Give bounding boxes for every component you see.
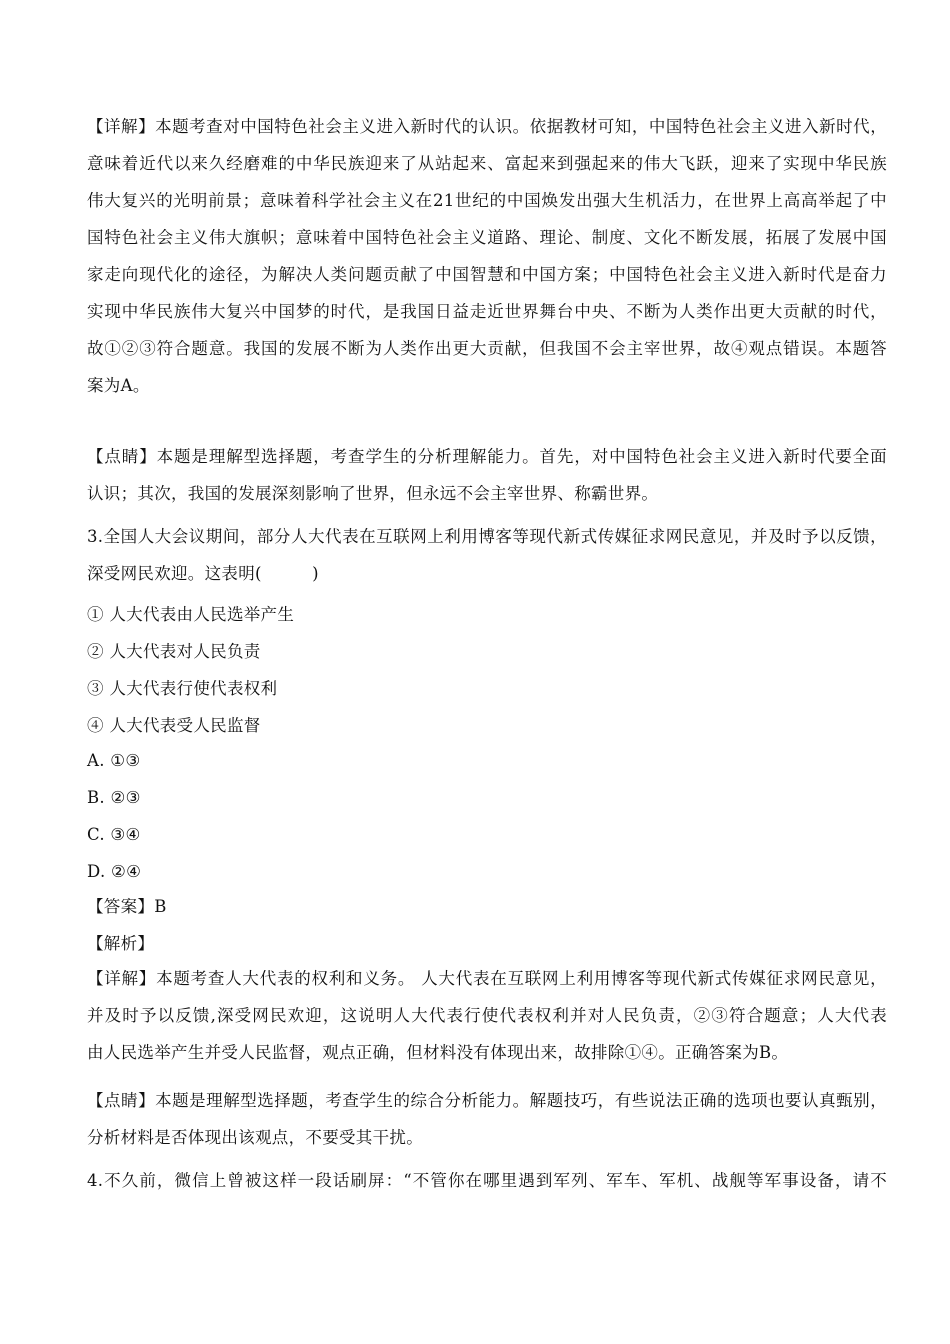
option-b: B. ②③ [87, 788, 141, 807]
question-3-statements [87, 596, 887, 744]
statement-item: ① 人大代表由人民选举产生 [87, 605, 295, 624]
text-line: 认识；其次，我国的发展深刻影响了世界，但永远不会主宰世界、称霸世界。 [87, 484, 659, 503]
question-3-stem [87, 518, 887, 592]
text-line: 【详解】本题考查人大代表的权利和义务。 人大代表在互联网上利用博客等现代新式传媒征求网民意见， [87, 969, 887, 988]
option-a: A. ①③ [87, 751, 141, 770]
text-line: 家走向现代化的途径，为解决人类问题贡献了中国智慧和中国方案；中国特色社会主义进入新时代是奋力 [87, 265, 887, 284]
text-line: 意味着近代以来久经磨难的中华民族迎来了从站起来、富起来到强起来的伟大飞跃，迎来了实现中华民族 [87, 154, 887, 173]
text-line: 【详解】本题考查对中国特色社会主义进入新时代的认识。依据教材可知，中国特色社会主义进入新时代， [87, 117, 887, 136]
tip-paragraph-q3 [87, 1082, 887, 1156]
text-line: 伟大复兴的光明前景；意味着科学社会主义在21世纪的中国焕发出强大生机活力，在世界上高高举起了中 [87, 191, 887, 210]
text-line: 深受网民欢迎。这表明( ) [87, 564, 319, 583]
detail-paragraph-q3 [87, 960, 887, 1071]
text-line: 并及时予以反馈,深受网民欢迎，这说明人大代表行使代表权利并对人民负责，②③符合题意；人大代表 [87, 1006, 887, 1025]
answer-label: 【答案】B [87, 897, 167, 916]
option-c: C. ③④ [87, 825, 141, 844]
text-line: 分析材料是否体现出该观点，不要受其干扰。 [87, 1128, 423, 1147]
detail-paragraph-q2 [87, 108, 887, 404]
text-line: 【点睛】本题是理解型选择题，考查学生的分析理解能力。首先，对中国特色社会主义进入新时代要全面 [87, 447, 887, 466]
text-line: 实现中华民族伟大复兴中国梦的时代，是我国日益走近世界舞台中央、不断为人类作出更大贡献的时代， [87, 302, 887, 321]
text-line: 4.不久前，微信上曾被这样一段话刷屏：“不管你在哪里遇到军列、军车、军机、战舰等军事设备，请不 [87, 1171, 887, 1190]
text-line: 【点睛】本题是理解型选择题，考查学生的综合分析能力。解题技巧，有些说法正确的选项也要认真甄别， [87, 1091, 887, 1110]
question-3-answer-block [87, 888, 887, 962]
text-line: 故①②③符合题意。我国的发展不断为人类作出更大贡献，但我国不会主宰世界，故④观点错误。本题答 [87, 339, 887, 358]
statement-item: ② 人大代表对人民负责 [87, 642, 261, 661]
text-line: 案为A。 [87, 376, 150, 395]
analysis-heading: 【解析】 [87, 934, 155, 953]
text-line: 3.全国人大会议期间，部分人大代表在互联网上利用博客等现代新式传媒征求网民意见，并及时予以反馈， [87, 527, 887, 546]
question-4-stem [87, 1162, 887, 1199]
text-line: 由人民选举产生并受人民监督，观点正确，但材料没有体现出来，故排除①④。正确答案为B。 [87, 1043, 789, 1062]
statement-item: ④ 人大代表受人民监督 [87, 716, 261, 735]
option-d: D. ②④ [87, 862, 142, 881]
question-3-options [87, 742, 887, 890]
statement-item: ③ 人大代表行使代表权利 [87, 679, 278, 698]
tip-paragraph-q2 [87, 438, 887, 512]
text-line: 国特色社会主义伟大旗帜；意味着中国特色社会主义道路、理论、制度、文化不断发展，拓展了发展中国 [87, 228, 887, 247]
